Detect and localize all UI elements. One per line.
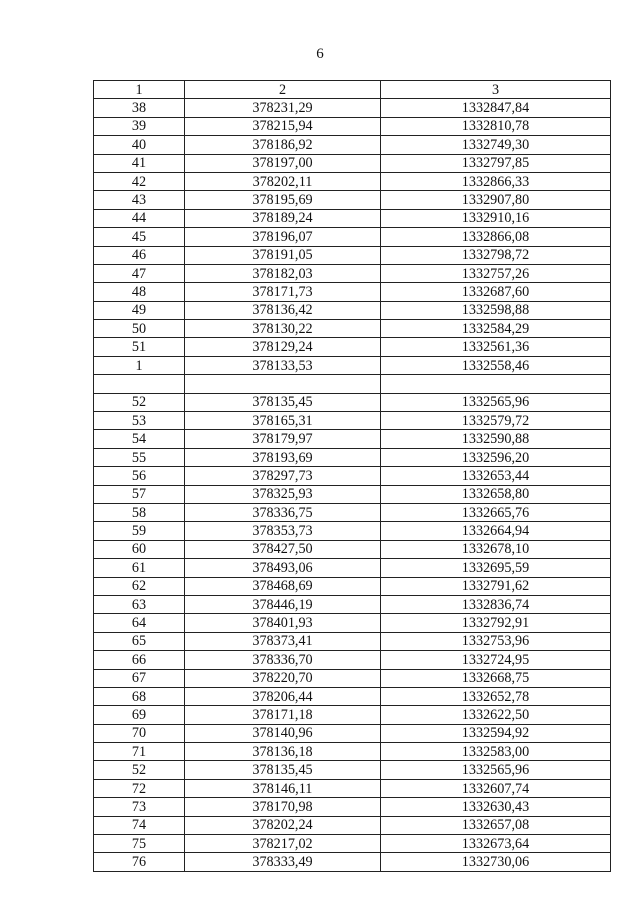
table-row [94,320,611,338]
header-cell-x: 2 [185,81,381,99]
y-coordinate-cell: 1332810,78 [381,117,611,135]
table-row [94,816,611,834]
table-row [94,577,611,595]
point-number-cell: 45 [94,228,185,246]
x-coordinate-cell: 378202,11 [185,172,381,190]
y-coordinate-cell: 1332791,62 [381,577,611,595]
point-number-cell: 64 [94,614,185,632]
y-coordinate-cell: 1332590,88 [381,430,611,448]
x-coordinate-cell: 378373,41 [185,632,381,650]
table-row [94,632,611,650]
x-coordinate-cell: 378446,19 [185,595,381,613]
table-row [94,687,611,705]
x-coordinate-cell: 378195,69 [185,191,381,209]
y-coordinate-cell: 1332910,16 [381,209,611,227]
x-coordinate-cell: 378401,93 [185,614,381,632]
y-coordinate-cell: 1332753,96 [381,632,611,650]
y-coordinate-cell: 1332658,80 [381,485,611,503]
point-number-cell: 55 [94,448,185,466]
point-number-cell: 54 [94,430,185,448]
y-coordinate-cell: 1332730,06 [381,853,611,871]
y-coordinate-cell: 1332798,72 [381,246,611,264]
y-coordinate-cell: 1332757,26 [381,264,611,282]
x-coordinate-cell: 378206,44 [185,687,381,705]
y-coordinate-cell [381,375,611,393]
point-number-cell: 67 [94,669,185,687]
header-cell-point-number: 1 [94,81,185,99]
table-row [94,338,611,356]
table-row [94,540,611,558]
x-coordinate-cell: 378325,93 [185,485,381,503]
y-coordinate-cell: 1332607,74 [381,779,611,797]
y-coordinate-cell: 1332664,94 [381,522,611,540]
table-row [94,246,611,264]
table-row [94,779,611,797]
table-row [94,375,611,393]
x-coordinate-cell: 378336,70 [185,651,381,669]
table-row [94,724,611,742]
x-coordinate-cell: 378468,69 [185,577,381,595]
point-number-cell: 39 [94,117,185,135]
point-number-cell: 63 [94,595,185,613]
y-coordinate-cell: 1332866,33 [381,172,611,190]
point-number-cell: 69 [94,706,185,724]
y-coordinate-cell: 1332847,84 [381,99,611,117]
point-number-cell: 42 [94,172,185,190]
table-row [94,743,611,761]
x-coordinate-cell: 378133,53 [185,356,381,374]
point-number-cell: 47 [94,264,185,282]
table-row [94,485,611,503]
x-coordinate-cell: 378135,45 [185,761,381,779]
x-coordinate-cell: 378333,49 [185,853,381,871]
table-header-row [94,81,611,99]
table-row [94,835,611,853]
y-coordinate-cell: 1332653,44 [381,467,611,485]
x-coordinate-cell: 378171,73 [185,283,381,301]
x-coordinate-cell: 378140,96 [185,724,381,742]
point-number-cell: 61 [94,559,185,577]
y-coordinate-cell: 1332678,10 [381,540,611,558]
y-coordinate-cell: 1332598,88 [381,301,611,319]
y-coordinate-cell: 1332579,72 [381,412,611,430]
x-coordinate-cell: 378231,29 [185,99,381,117]
table-row [94,356,611,374]
x-coordinate-cell: 378202,24 [185,816,381,834]
y-coordinate-cell: 1332668,75 [381,669,611,687]
table-row [94,651,611,669]
y-coordinate-cell: 1332584,29 [381,320,611,338]
point-number-cell: 71 [94,743,185,761]
x-coordinate-cell: 378193,69 [185,448,381,466]
point-number-cell: 53 [94,412,185,430]
y-coordinate-cell: 1332673,64 [381,835,611,853]
point-number-cell: 76 [94,853,185,871]
table-row [94,172,611,190]
table-row [94,283,611,301]
table-row [94,393,611,411]
table-row [94,264,611,282]
x-coordinate-cell: 378196,07 [185,228,381,246]
table-row [94,136,611,154]
y-coordinate-cell: 1332558,46 [381,356,611,374]
table-row [94,706,611,724]
x-coordinate-cell: 378220,70 [185,669,381,687]
y-coordinate-cell: 1332652,78 [381,687,611,705]
x-coordinate-cell: 378297,73 [185,467,381,485]
table-row [94,448,611,466]
y-coordinate-cell: 1332749,30 [381,136,611,154]
x-coordinate-cell: 378146,11 [185,779,381,797]
x-coordinate-cell: 378427,50 [185,540,381,558]
x-coordinate-cell: 378135,45 [185,393,381,411]
point-number-cell: 65 [94,632,185,650]
table-row [94,595,611,613]
y-coordinate-cell: 1332797,85 [381,154,611,172]
y-coordinate-cell: 1332596,20 [381,448,611,466]
point-number-cell: 44 [94,209,185,227]
point-number-cell: 51 [94,338,185,356]
table-row [94,191,611,209]
x-coordinate-cell: 378336,75 [185,503,381,521]
y-coordinate-cell: 1332583,00 [381,743,611,761]
coordinates-table [93,80,611,872]
point-number-cell: 70 [94,724,185,742]
point-number-cell: 59 [94,522,185,540]
x-coordinate-cell: 378215,94 [185,117,381,135]
y-coordinate-cell: 1332836,74 [381,595,611,613]
point-number-cell: 50 [94,320,185,338]
page-number: 6 [316,46,324,62]
point-number-cell: 46 [94,246,185,264]
point-number-cell: 73 [94,798,185,816]
x-coordinate-cell: 378170,98 [185,798,381,816]
y-coordinate-cell: 1332665,76 [381,503,611,521]
point-number-cell: 57 [94,485,185,503]
point-number-cell: 52 [94,761,185,779]
table-row [94,430,611,448]
table-row [94,209,611,227]
table-row [94,412,611,430]
x-coordinate-cell: 378191,05 [185,246,381,264]
point-number-cell: 38 [94,99,185,117]
table-row [94,154,611,172]
table-row [94,117,611,135]
point-number-cell: 40 [94,136,185,154]
x-coordinate-cell [185,375,381,393]
point-number-cell: 1 [94,356,185,374]
point-number-cell: 56 [94,467,185,485]
x-coordinate-cell: 378129,24 [185,338,381,356]
x-coordinate-cell: 378189,24 [185,209,381,227]
point-number-cell: 49 [94,301,185,319]
point-number-cell [94,375,185,393]
y-coordinate-cell: 1332565,96 [381,393,611,411]
table-row [94,503,611,521]
y-coordinate-cell: 1332594,92 [381,724,611,742]
point-number-cell: 41 [94,154,185,172]
table-row [94,761,611,779]
point-number-cell: 66 [94,651,185,669]
point-number-cell: 68 [94,687,185,705]
x-coordinate-cell: 378217,02 [185,835,381,853]
y-coordinate-cell: 1332565,96 [381,761,611,779]
x-coordinate-cell: 378197,00 [185,154,381,172]
x-coordinate-cell: 378353,73 [185,522,381,540]
table-row [94,669,611,687]
point-number-cell: 48 [94,283,185,301]
point-number-cell: 72 [94,779,185,797]
x-coordinate-cell: 378136,18 [185,743,381,761]
x-coordinate-cell: 378130,22 [185,320,381,338]
x-coordinate-cell: 378136,42 [185,301,381,319]
table-row [94,228,611,246]
y-coordinate-cell: 1332561,36 [381,338,611,356]
table-row [94,559,611,577]
header-cell-y: 3 [381,81,611,99]
table-row [94,522,611,540]
y-coordinate-cell: 1332724,95 [381,651,611,669]
table-body [94,99,611,871]
y-coordinate-cell: 1332792,91 [381,614,611,632]
table-row [94,798,611,816]
y-coordinate-cell: 1332630,43 [381,798,611,816]
x-coordinate-cell: 378179,97 [185,430,381,448]
x-coordinate-cell: 378182,03 [185,264,381,282]
point-number-cell: 52 [94,393,185,411]
point-number-cell: 43 [94,191,185,209]
y-coordinate-cell: 1332907,80 [381,191,611,209]
y-coordinate-cell: 1332687,60 [381,283,611,301]
point-number-cell: 58 [94,503,185,521]
table-row [94,467,611,485]
x-coordinate-cell: 378165,31 [185,412,381,430]
x-coordinate-cell: 378171,18 [185,706,381,724]
point-number-cell: 74 [94,816,185,834]
x-coordinate-cell: 378186,92 [185,136,381,154]
point-number-cell: 60 [94,540,185,558]
table-row [94,614,611,632]
point-number-cell: 75 [94,835,185,853]
point-number-cell: 62 [94,577,185,595]
x-coordinate-cell: 378493,06 [185,559,381,577]
table-row [94,301,611,319]
y-coordinate-cell: 1332695,59 [381,559,611,577]
y-coordinate-cell: 1332657,08 [381,816,611,834]
table-row [94,99,611,117]
y-coordinate-cell: 1332866,08 [381,228,611,246]
y-coordinate-cell: 1332622,50 [381,706,611,724]
table-row [94,853,611,871]
